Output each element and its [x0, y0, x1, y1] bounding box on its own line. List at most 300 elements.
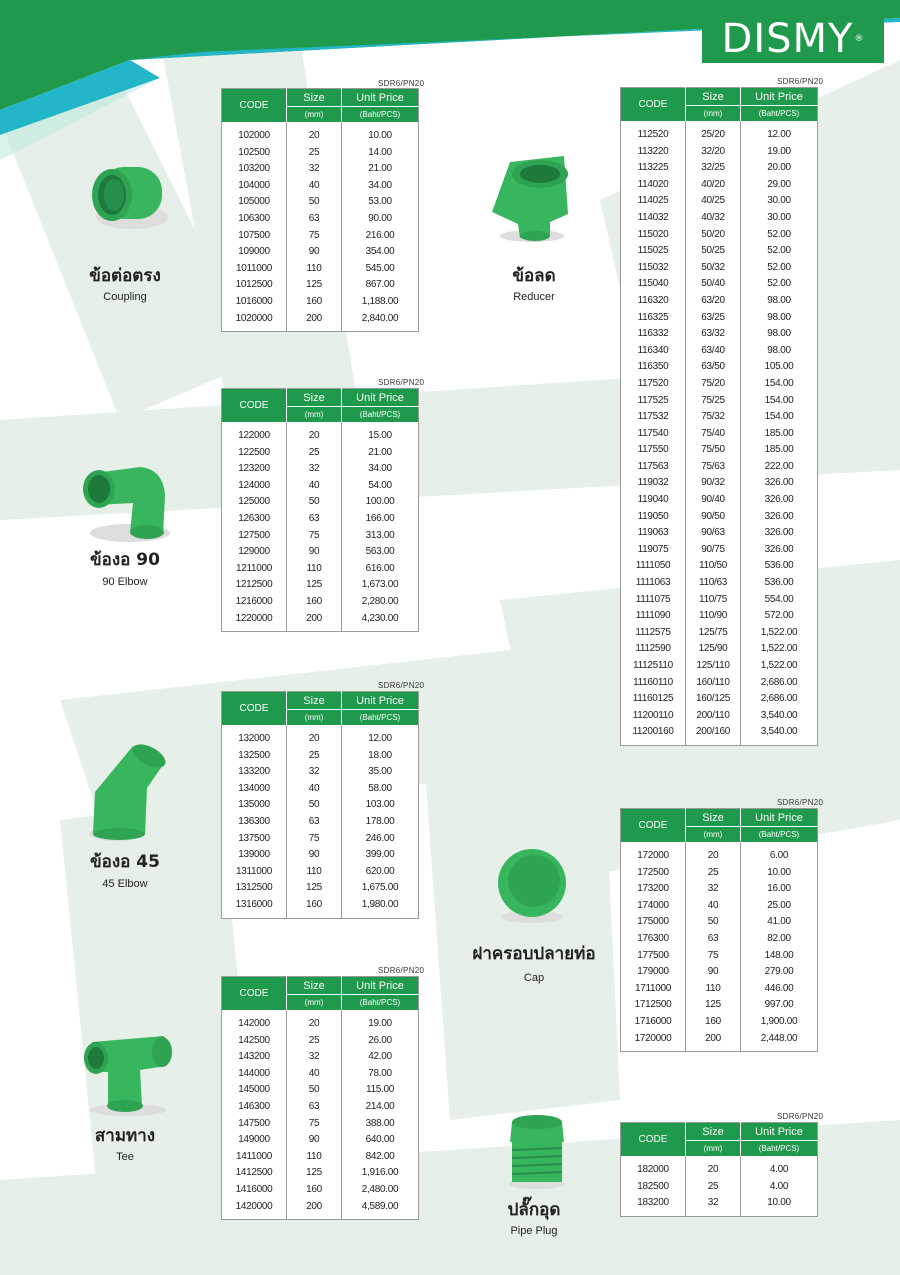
size-cell: 75/32 — [686, 409, 741, 426]
table-row — [222, 831, 419, 848]
price-header: Unit Price — [342, 389, 419, 407]
size-cell: 32 — [686, 881, 741, 898]
price-cell: 41.00 — [767, 916, 791, 928]
code-cell: 1211000 — [222, 561, 287, 578]
price-cell: 1,673.00 — [361, 579, 399, 591]
code-cell: 1111063 — [621, 575, 686, 592]
code-cell: 137500 — [222, 831, 287, 848]
code-cell: 117550 — [621, 442, 686, 459]
code-cell: 1111075 — [621, 592, 686, 609]
price-cell: 154.00 — [764, 411, 794, 423]
table-row — [621, 293, 818, 310]
size-unit-header: (mm) — [686, 827, 741, 843]
price-unit-header: (Baht/PCS) — [741, 827, 818, 843]
code-cell: 106300 — [222, 211, 287, 228]
code-cell: 1111090 — [621, 608, 686, 625]
table-row — [621, 558, 818, 575]
code-cell: 1712500 — [621, 997, 686, 1014]
code-cell: 115025 — [621, 243, 686, 260]
brand-reg-mark: ® — [854, 34, 865, 44]
table-row — [222, 1165, 419, 1182]
code-cell: 144000 — [222, 1066, 287, 1083]
size-cell: 63/50 — [686, 359, 741, 376]
cap-english-name: Cap — [523, 972, 545, 984]
price-header: Unit Price — [741, 809, 818, 827]
code-cell: 11200110 — [621, 708, 686, 725]
code-cell: 147500 — [222, 1116, 287, 1133]
code-cell: 132500 — [222, 748, 287, 765]
elbow45-sdr-label: SDR6/PN20 — [378, 681, 425, 690]
price-cell: 14.00 — [368, 146, 392, 158]
elbow90-english-name: 90 Elbow — [102, 576, 148, 588]
table-row — [222, 478, 419, 495]
table-row — [621, 144, 818, 161]
table-row — [222, 145, 419, 162]
reducer-english-name: Reducer — [513, 291, 555, 303]
size-cell: 200 — [287, 1199, 342, 1220]
price-cell: 178.00 — [365, 815, 395, 827]
code-cell: 172500 — [621, 865, 686, 882]
code-cell: 1212500 — [222, 577, 287, 594]
size-cell: 160/110 — [686, 675, 741, 692]
table-row — [621, 1031, 818, 1052]
price-cell: 2,686.00 — [760, 693, 798, 705]
price-cell: 52.00 — [767, 245, 791, 257]
code-cell: 1111050 — [621, 558, 686, 575]
table-row — [222, 814, 419, 831]
size-unit-header: (mm) — [287, 407, 342, 423]
table-row — [222, 561, 419, 578]
table-row — [222, 864, 419, 881]
code-header: CODE — [621, 88, 686, 122]
code-cell: 142000 — [222, 1010, 287, 1033]
table-row — [222, 422, 419, 445]
price-cell: 35.00 — [368, 766, 392, 778]
size-cell: 90/32 — [686, 475, 741, 492]
price-cell: 100.00 — [365, 496, 395, 508]
code-cell: 115040 — [621, 276, 686, 293]
elbow45-thai-name: ข้องอ 45 — [90, 852, 160, 872]
elbow45-image — [85, 742, 175, 842]
size-cell: 160 — [287, 594, 342, 611]
size-cell: 50 — [686, 914, 741, 931]
code-cell: 146300 — [222, 1099, 287, 1116]
elbow90-price-table — [221, 388, 419, 632]
price-cell: 326.00 — [764, 494, 794, 506]
size-cell: 125 — [686, 997, 741, 1014]
price-header: Unit Price — [342, 89, 419, 107]
price-cell: 82.00 — [767, 932, 791, 944]
table-row — [621, 997, 818, 1014]
elbow90-thai-name: ข้องอ 90 — [90, 550, 160, 570]
table-row — [621, 359, 818, 376]
size-cell: 110 — [686, 981, 741, 998]
size-cell: 200/160 — [686, 724, 741, 745]
size-cell: 20 — [686, 1156, 741, 1179]
size-cell: 160 — [686, 1014, 741, 1031]
price-cell: 58.00 — [368, 782, 392, 794]
table-row — [222, 261, 419, 278]
size-cell: 110/75 — [686, 592, 741, 609]
table-row — [621, 426, 818, 443]
brand-logo — [702, 15, 884, 63]
size-cell: 75 — [287, 528, 342, 545]
price-cell: 326.00 — [764, 510, 794, 522]
code-header: CODE — [222, 977, 287, 1011]
price-cell: 572.00 — [764, 610, 794, 622]
price-cell: 3,540.00 — [760, 709, 798, 721]
table-row — [222, 725, 419, 748]
elbow45-english-name: 45 Elbow — [102, 878, 148, 890]
price-cell: 3,540.00 — [760, 726, 798, 738]
size-cell: 32 — [287, 764, 342, 781]
table-row — [621, 1195, 818, 1216]
table-row — [222, 1149, 419, 1166]
price-cell: 148.00 — [764, 949, 794, 961]
size-cell: 160/125 — [686, 691, 741, 708]
size-cell: 40 — [287, 478, 342, 495]
price-cell: 214.00 — [365, 1100, 395, 1112]
size-unit-header: (mm) — [686, 106, 741, 122]
table-row — [621, 1156, 818, 1179]
table-row — [621, 343, 818, 360]
price-cell: 34.00 — [368, 463, 392, 475]
code-cell: 109000 — [222, 244, 287, 261]
size-cell: 200 — [686, 1031, 741, 1052]
code-cell: 174000 — [621, 898, 686, 915]
price-cell: 326.00 — [764, 477, 794, 489]
code-cell: 11160110 — [621, 675, 686, 692]
size-cell: 32 — [686, 1195, 741, 1216]
table-row — [222, 577, 419, 594]
code-cell: 124000 — [222, 478, 287, 495]
table-row — [222, 311, 419, 332]
code-cell: 116350 — [621, 359, 686, 376]
price-cell: 446.00 — [764, 982, 794, 994]
size-cell: 50/25 — [686, 243, 741, 260]
code-cell: 114032 — [621, 210, 686, 227]
price-cell: 399.00 — [365, 849, 395, 861]
code-cell: 116332 — [621, 326, 686, 343]
table-row — [621, 525, 818, 542]
code-cell: 115020 — [621, 227, 686, 244]
price-cell: 10.00 — [368, 130, 392, 141]
price-cell: 4.00 — [769, 1180, 789, 1192]
table-row — [222, 594, 419, 611]
size-cell: 32/25 — [686, 160, 741, 177]
price-cell: 1,675.00 — [361, 882, 399, 894]
price-cell: 34.00 — [368, 179, 392, 191]
table-row — [621, 608, 818, 625]
size-cell: 125/90 — [686, 641, 741, 658]
code-cell: 142500 — [222, 1033, 287, 1050]
price-cell: 52.00 — [767, 228, 791, 240]
code-cell: 104000 — [222, 178, 287, 195]
price-header: Unit Price — [741, 1123, 818, 1141]
cap-sdr-label: SDR6/PN20 — [777, 798, 824, 807]
size-cell: 125 — [287, 277, 342, 294]
price-cell: 246.00 — [365, 832, 395, 844]
code-cell: 1411000 — [222, 1149, 287, 1166]
table-row — [621, 575, 818, 592]
size-cell: 110 — [287, 864, 342, 881]
code-cell: 115032 — [621, 260, 686, 277]
table-row — [222, 461, 419, 478]
code-header: CODE — [222, 389, 287, 423]
pipe-plug-english-name: Pipe Plug — [510, 1225, 558, 1237]
code-cell: 172000 — [621, 842, 686, 865]
size-cell: 125/75 — [686, 625, 741, 642]
code-cell: 1112590 — [621, 641, 686, 658]
price-cell: 545.00 — [365, 262, 395, 274]
size-cell: 50 — [287, 797, 342, 814]
size-cell: 125 — [287, 1165, 342, 1182]
table-row — [222, 847, 419, 864]
elbow45-price-table — [221, 691, 419, 919]
size-cell: 40/25 — [686, 193, 741, 210]
code-header: CODE — [222, 692, 287, 726]
table-row — [222, 1116, 419, 1133]
tee-thai-name: สามทาง — [94, 1126, 156, 1146]
price-cell: 216.00 — [365, 229, 395, 241]
price-cell: 640.00 — [365, 1134, 395, 1146]
size-cell: 160 — [287, 294, 342, 311]
size-cell: 40/20 — [686, 177, 741, 194]
code-cell: 1412500 — [222, 1165, 287, 1182]
size-cell: 90 — [287, 1132, 342, 1149]
price-cell: 842.00 — [365, 1150, 395, 1162]
price-cell: 388.00 — [365, 1117, 395, 1129]
table-row — [222, 528, 419, 545]
code-cell: 149000 — [222, 1132, 287, 1149]
code-cell: 1020000 — [222, 311, 287, 332]
table-row — [621, 931, 818, 948]
price-cell: 25.00 — [767, 899, 791, 911]
table-row — [621, 442, 818, 459]
size-unit-header: (mm) — [287, 107, 342, 123]
elbow90-sdr-label: SDR6/PN20 — [378, 378, 425, 387]
code-cell: 116325 — [621, 310, 686, 327]
size-cell: 110/90 — [686, 608, 741, 625]
size-header: Size — [287, 692, 342, 710]
table-row — [222, 781, 419, 798]
tee-price-table — [221, 976, 419, 1220]
table-row — [222, 1082, 419, 1099]
price-cell: 42.00 — [368, 1051, 392, 1063]
size-cell: 110/50 — [686, 558, 741, 575]
table-row — [621, 326, 818, 343]
price-header: Unit Price — [741, 88, 818, 106]
code-cell: 117540 — [621, 426, 686, 443]
table-row — [621, 193, 818, 210]
price-cell: 616.00 — [365, 562, 395, 574]
size-cell: 125 — [287, 880, 342, 897]
price-cell: 1,980.00 — [361, 898, 399, 910]
table-row — [222, 797, 419, 814]
size-cell: 32 — [287, 461, 342, 478]
size-cell: 25 — [287, 145, 342, 162]
price-cell: 326.00 — [764, 543, 794, 555]
table-row — [222, 122, 419, 145]
table-row — [222, 294, 419, 311]
price-cell: 154.00 — [764, 377, 794, 389]
size-cell: 160 — [287, 897, 342, 918]
price-unit-header: (Baht/PCS) — [741, 106, 818, 122]
size-cell: 200/110 — [686, 708, 741, 725]
size-cell: 32/20 — [686, 144, 741, 161]
table-row — [621, 708, 818, 725]
code-cell: 116320 — [621, 293, 686, 310]
coupling-english-name: Coupling — [103, 291, 147, 303]
price-cell: 563.00 — [365, 546, 395, 558]
tee-english-name: Tee — [116, 1151, 134, 1163]
price-cell: 98.00 — [767, 294, 791, 306]
code-cell: 134000 — [222, 781, 287, 798]
size-cell: 125 — [287, 577, 342, 594]
price-cell: 90.00 — [368, 212, 392, 224]
table-row — [222, 1199, 419, 1220]
price-unit-header: (Baht/PCS) — [342, 710, 419, 726]
size-header: Size — [287, 389, 342, 407]
size-cell: 75/50 — [686, 442, 741, 459]
size-cell: 75 — [686, 948, 741, 965]
coupling-image — [82, 155, 172, 237]
code-cell: 1016000 — [222, 294, 287, 311]
code-cell: 175000 — [621, 914, 686, 931]
code-cell: 117525 — [621, 393, 686, 410]
table-row — [621, 542, 818, 559]
table-row — [621, 914, 818, 931]
table-row — [222, 494, 419, 511]
price-cell: 21.00 — [368, 163, 392, 175]
size-unit-header: (mm) — [686, 1141, 741, 1157]
size-cell: 63/32 — [686, 326, 741, 343]
price-cell: 54.00 — [368, 479, 392, 491]
price-cell: 30.00 — [767, 211, 791, 223]
code-cell: 123200 — [222, 461, 287, 478]
pipe-plug-price-table — [620, 1122, 818, 1217]
price-cell: 2,686.00 — [760, 676, 798, 688]
code-cell: 1012500 — [222, 277, 287, 294]
code-cell: 114020 — [621, 177, 686, 194]
code-cell: 113225 — [621, 160, 686, 177]
code-cell: 119075 — [621, 542, 686, 559]
table-row — [222, 1132, 419, 1149]
table-row — [222, 1099, 419, 1116]
code-cell: 117563 — [621, 459, 686, 476]
code-cell: 103200 — [222, 161, 287, 178]
price-cell: 98.00 — [767, 328, 791, 340]
code-cell: 143200 — [222, 1049, 287, 1066]
size-cell: 25 — [686, 865, 741, 882]
code-cell: 102500 — [222, 145, 287, 162]
table-row — [621, 376, 818, 393]
size-cell: 40 — [287, 178, 342, 195]
price-cell: 29.00 — [767, 178, 791, 190]
code-cell: 122500 — [222, 445, 287, 462]
code-cell: 116340 — [621, 343, 686, 360]
size-cell: 20 — [287, 422, 342, 445]
size-cell: 25 — [287, 445, 342, 462]
code-header: CODE — [621, 809, 686, 843]
pipe-plug-thai-name: ปลั๊กอุด — [507, 1200, 561, 1220]
price-cell: 154.00 — [764, 394, 794, 406]
price-cell: 53.00 — [368, 196, 392, 208]
pipe-plug-image — [502, 1112, 572, 1190]
size-cell: 40 — [686, 898, 741, 915]
reducer-thai-name: ข้อลด — [512, 266, 556, 286]
price-cell: 2,448.00 — [760, 1032, 798, 1044]
size-cell: 63 — [287, 211, 342, 228]
cap-thai-name: ฝาครอบปลายท่อ — [472, 944, 596, 964]
price-cell: 1,188.00 — [361, 295, 399, 307]
coupling-thai-name: ข้อต่อตรง — [89, 266, 161, 286]
price-cell: 19.00 — [368, 1018, 392, 1029]
size-cell: 63/25 — [686, 310, 741, 327]
price-cell: 1,522.00 — [760, 626, 798, 638]
price-header: Unit Price — [342, 692, 419, 710]
price-cell: 10.00 — [767, 866, 791, 878]
code-cell: 11200160 — [621, 724, 686, 745]
size-cell: 75/20 — [686, 376, 741, 393]
table-row — [621, 393, 818, 410]
table-row — [222, 748, 419, 765]
price-cell: 1,522.00 — [760, 643, 798, 655]
table-row — [621, 881, 818, 898]
size-unit-header: (mm) — [287, 995, 342, 1011]
code-cell: 1420000 — [222, 1199, 287, 1220]
size-cell: 25/20 — [686, 121, 741, 144]
table-row — [222, 161, 419, 178]
price-unit-header: (Baht/PCS) — [342, 995, 419, 1011]
price-cell: 326.00 — [764, 527, 794, 539]
code-cell: 1220000 — [222, 611, 287, 632]
table-row — [222, 880, 419, 897]
table-row — [621, 243, 818, 260]
size-cell: 110 — [287, 561, 342, 578]
price-cell: 18.00 — [368, 749, 392, 761]
code-cell: 11160125 — [621, 691, 686, 708]
table-row — [222, 511, 419, 528]
price-cell: 313.00 — [365, 529, 395, 541]
size-cell: 63 — [287, 1099, 342, 1116]
table-row — [621, 592, 818, 609]
code-cell: 176300 — [621, 931, 686, 948]
code-cell: 127500 — [222, 528, 287, 545]
code-cell: 107500 — [222, 228, 287, 245]
code-cell: 112520 — [621, 121, 686, 144]
table-row — [222, 228, 419, 245]
size-cell: 25 — [686, 1179, 741, 1196]
coupling-price-table — [221, 88, 419, 332]
code-cell: 183200 — [621, 1195, 686, 1216]
table-row — [621, 675, 818, 692]
price-cell: 166.00 — [365, 512, 395, 524]
size-cell: 90 — [686, 964, 741, 981]
table-row — [621, 475, 818, 492]
price-cell: 19.00 — [767, 145, 791, 157]
code-cell: 1711000 — [621, 981, 686, 998]
price-cell: 16.00 — [767, 883, 791, 895]
size-cell: 32 — [287, 161, 342, 178]
size-cell: 40 — [287, 1066, 342, 1083]
code-cell: 177500 — [621, 948, 686, 965]
price-cell: 6.00 — [769, 850, 789, 861]
code-cell: 114025 — [621, 193, 686, 210]
code-cell: 119032 — [621, 475, 686, 492]
table-row — [222, 178, 419, 195]
size-cell: 90/75 — [686, 542, 741, 559]
